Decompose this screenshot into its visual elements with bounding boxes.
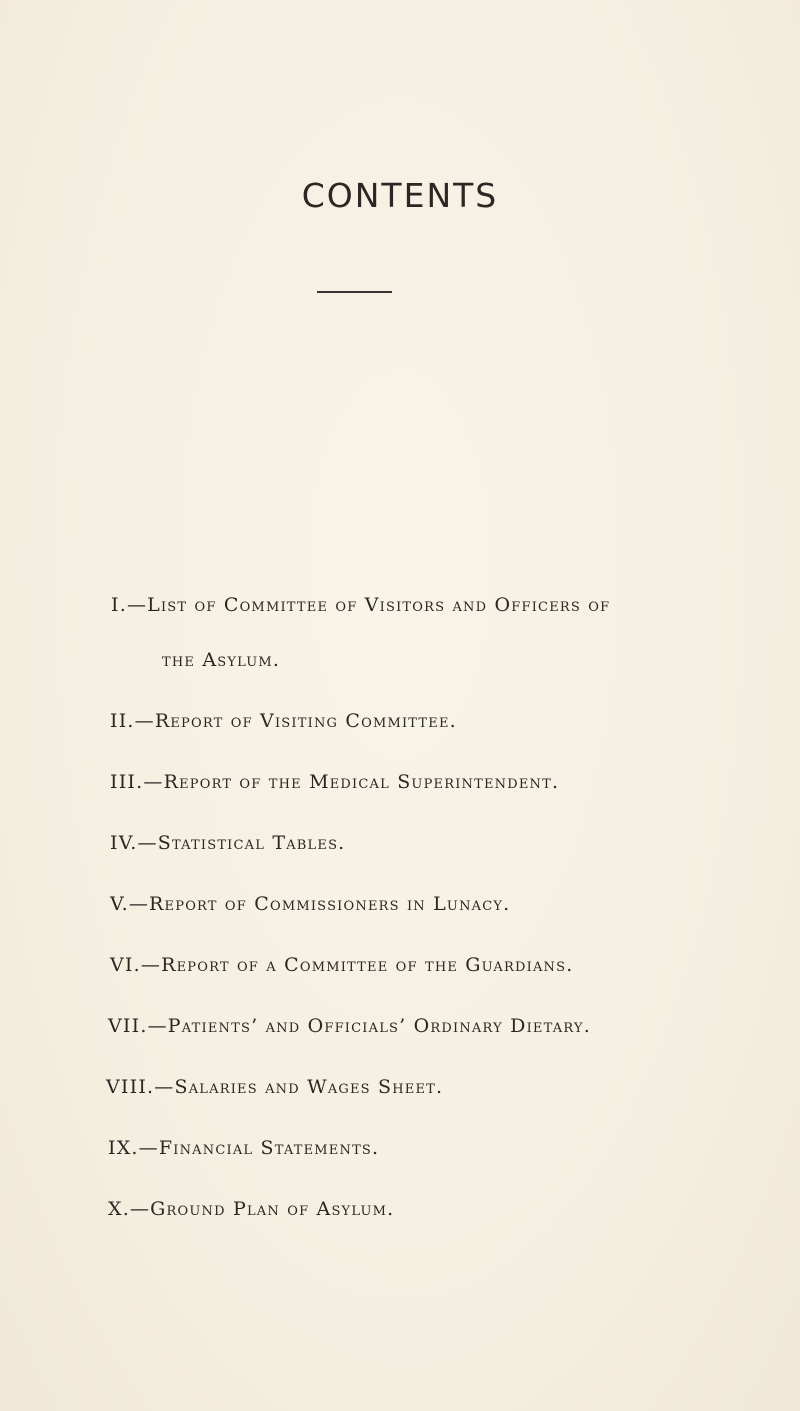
entry-numeral: II.	[110, 710, 135, 732]
entry-title: Patients’ and Officials’ Ordinary Dietary.	[167, 1015, 591, 1037]
entry-title: Report of a Committee of the Guardians.	[161, 954, 574, 976]
entry-dash: —	[137, 832, 158, 854]
contents-entry-10	[108, 1200, 394, 1219]
entry-numeral: III.	[110, 771, 144, 793]
page-title: CONTENTS	[301, 176, 499, 215]
entry-title: Salaries and Wages Sheet.	[174, 1076, 444, 1098]
entry-title: List of Committee of Visitors and Officers of	[147, 594, 611, 616]
contents-entry-7	[108, 1017, 591, 1036]
entry-title: Ground Plan of Asylum.	[150, 1198, 395, 1220]
entry-dash: —	[128, 893, 150, 915]
contents-entry-1	[111, 596, 610, 615]
contents-entry-8	[106, 1078, 443, 1097]
entry-title-continuation: the Asylum.	[162, 649, 281, 671]
contents-entry-1-continuation	[162, 651, 280, 670]
entry-numeral: VIII.	[106, 1076, 155, 1098]
entry-numeral: V.	[110, 893, 129, 915]
contents-entry-5	[110, 895, 510, 914]
entry-title: Report of the Medical Superintendent.	[163, 771, 560, 793]
entry-numeral: IV.	[110, 832, 138, 854]
entry-dash: —	[126, 594, 148, 616]
contents-entry-9	[108, 1139, 379, 1158]
entry-numeral: VII.	[108, 1015, 148, 1037]
entry-title: Report of Commissioners in Lunacy.	[149, 893, 511, 915]
contents-entry-2	[110, 712, 457, 731]
entry-dash: —	[143, 771, 164, 793]
entry-numeral: IX.	[108, 1137, 139, 1159]
entry-title: Financial Statements.	[158, 1137, 380, 1159]
entry-title: Statistical Tables.	[157, 832, 346, 854]
entry-dash: —	[129, 1198, 151, 1220]
contents-entry-3	[110, 773, 559, 792]
contents-entry-6	[110, 956, 573, 975]
entry-dash: —	[140, 954, 162, 976]
entry-dash: —	[138, 1137, 159, 1159]
entry-numeral: X.	[108, 1198, 130, 1220]
entry-dash: —	[147, 1015, 168, 1037]
title-rule-divider	[317, 291, 392, 293]
entry-dash: —	[134, 710, 155, 732]
contents-entry-4	[110, 834, 345, 853]
entry-numeral: VI.	[110, 954, 141, 976]
entry-dash: —	[154, 1076, 175, 1098]
entry-numeral: I.	[111, 594, 127, 616]
entry-title: Report of Visiting Committee.	[154, 710, 457, 732]
